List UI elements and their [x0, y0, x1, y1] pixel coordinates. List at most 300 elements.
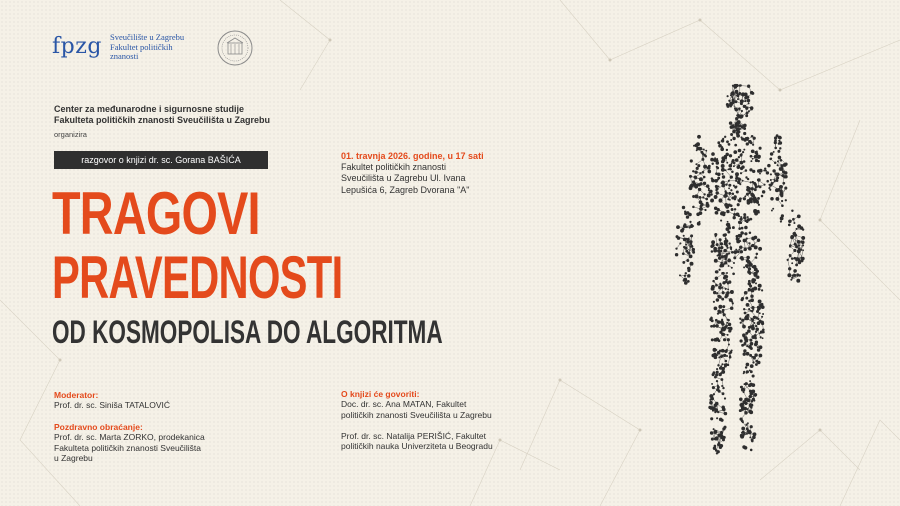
figure-node	[689, 175, 692, 178]
figure-node	[727, 95, 729, 97]
figure-node	[690, 240, 693, 243]
figure-node	[735, 249, 737, 251]
figure-node	[711, 285, 715, 289]
figure-node	[679, 274, 681, 276]
figure-node	[754, 188, 756, 190]
figure-node	[757, 179, 759, 181]
figure-node	[730, 204, 733, 207]
figure-node	[728, 180, 730, 182]
figure-node	[758, 204, 760, 206]
figure-node	[738, 149, 742, 153]
figure-node	[721, 363, 723, 365]
figure-node	[685, 212, 687, 214]
figure-node	[762, 331, 765, 334]
figure-node	[713, 291, 716, 294]
figure-node	[701, 158, 704, 161]
figure-node	[787, 259, 789, 261]
figure-node	[782, 182, 785, 185]
figure-node	[743, 239, 747, 243]
figure-node	[740, 153, 742, 155]
speaker-line: Doc. dr. sc. Ana MATAN, Fakultet	[341, 399, 467, 410]
figure-node	[680, 229, 684, 233]
figure-node	[735, 177, 738, 180]
figure-node	[729, 121, 733, 125]
figure-node	[744, 232, 747, 235]
figure-node	[745, 366, 747, 368]
figure-node	[749, 263, 752, 266]
figure-node	[738, 92, 741, 95]
figure-node	[693, 145, 695, 147]
figure-node	[726, 103, 729, 106]
figure-node	[741, 432, 743, 434]
figure-node	[752, 170, 755, 173]
figure-node	[744, 402, 747, 405]
figure-node	[720, 242, 723, 245]
figure-node	[776, 176, 779, 179]
figure-node	[778, 188, 781, 191]
figure-link	[743, 181, 751, 183]
figure-node	[749, 354, 752, 357]
figure-node	[749, 242, 751, 244]
figure-node	[719, 198, 723, 202]
figure-node	[721, 385, 723, 387]
figure-node	[716, 167, 719, 170]
figure-node	[718, 373, 722, 377]
figure-node	[699, 177, 703, 181]
organizer-line: Center za međunarodne i sigurnosne studije	[54, 104, 245, 114]
figure-node	[723, 234, 726, 237]
figure-node	[796, 264, 798, 266]
figure-node	[712, 324, 715, 327]
figure-node	[710, 417, 713, 420]
figure-node	[725, 239, 728, 242]
figure-node	[746, 428, 749, 431]
figure-node	[767, 164, 771, 168]
figure-node	[732, 125, 735, 128]
figure-node	[749, 436, 751, 438]
figure-node	[695, 144, 699, 148]
figure-node	[736, 190, 739, 193]
figure-node	[754, 236, 758, 240]
figure-node	[684, 281, 688, 285]
figure-node	[737, 98, 739, 100]
figure-node	[728, 242, 730, 244]
figure-node	[757, 197, 760, 200]
figure-node	[720, 378, 723, 381]
figure-node	[699, 207, 703, 211]
figure-node	[748, 280, 751, 283]
figure-node	[713, 348, 717, 352]
figure-node	[738, 234, 741, 237]
title-line-1: TRAGOVI	[52, 180, 260, 247]
figure-node	[720, 262, 722, 264]
figure-node	[724, 275, 727, 278]
figure-node	[728, 100, 730, 102]
figure-node	[722, 175, 725, 178]
figure-node	[715, 319, 718, 322]
figure-node	[744, 195, 746, 197]
figure-node	[772, 169, 775, 172]
figure-node	[790, 236, 793, 239]
figure-node	[713, 447, 717, 451]
figure-node	[703, 149, 705, 151]
figure-node	[739, 245, 742, 248]
figure-node	[759, 345, 763, 349]
figure-node	[690, 234, 693, 237]
organizira-label: organizira	[54, 130, 87, 139]
speakers-label: O knjizi će govoriti:	[341, 389, 420, 399]
figure-node	[800, 226, 804, 230]
figure-node	[721, 139, 724, 142]
figure-node	[774, 180, 776, 182]
figure-node	[743, 105, 746, 108]
figure-node	[733, 185, 735, 187]
figure-node	[717, 312, 719, 314]
figure-node	[696, 167, 699, 170]
figure-node	[719, 238, 722, 241]
figure-node	[798, 261, 801, 264]
figure-node	[698, 211, 702, 215]
figure-node	[755, 282, 757, 284]
figure-node	[740, 339, 743, 342]
figure-node	[728, 192, 731, 195]
figure-node	[750, 155, 753, 158]
figure-node	[739, 403, 743, 407]
figure-node	[733, 256, 736, 259]
figure-node	[778, 156, 782, 160]
figure-node	[727, 221, 729, 223]
figure-node	[716, 417, 718, 419]
figure-node	[707, 194, 711, 198]
figure-node	[725, 293, 727, 295]
figure-node	[722, 281, 725, 284]
figure-node	[790, 279, 792, 281]
figure-node	[748, 384, 751, 387]
figure-node	[730, 139, 732, 141]
figure-node	[703, 193, 705, 195]
figure-node	[715, 276, 719, 280]
figure-node	[727, 338, 730, 341]
figure-node	[725, 183, 727, 185]
figure-node	[723, 249, 727, 253]
figure-node	[743, 213, 746, 216]
figure-node	[751, 109, 753, 111]
speakers-block	[341, 389, 492, 420]
figure-node	[721, 322, 724, 325]
figure-node	[757, 321, 761, 325]
figure-node	[788, 224, 791, 227]
figure-node	[739, 240, 741, 242]
figure-node	[759, 147, 762, 150]
figure-node	[731, 267, 733, 269]
figure-node	[755, 363, 758, 366]
figure-node	[776, 173, 780, 177]
figure-node	[728, 265, 730, 267]
figure-node	[749, 246, 751, 248]
figure-node	[722, 309, 725, 312]
figure-node	[715, 284, 718, 287]
figure-node	[792, 274, 794, 276]
figure-node	[750, 364, 754, 368]
figure-node	[720, 220, 722, 222]
figure-node	[722, 392, 725, 395]
figure-node	[743, 127, 746, 130]
figure-node	[711, 177, 713, 179]
figure-node	[771, 210, 773, 212]
figure-node	[772, 208, 774, 210]
figure-node	[732, 159, 735, 162]
figure-node	[714, 376, 717, 379]
figure-node	[771, 182, 774, 185]
figure-node	[745, 176, 747, 178]
figure-node	[765, 170, 767, 172]
figure-node	[726, 322, 728, 324]
figure-node	[761, 322, 764, 325]
figure-node	[770, 197, 774, 201]
figure-node	[697, 164, 700, 167]
figure-node	[738, 125, 741, 128]
figure-node	[721, 355, 723, 357]
figure-node	[751, 335, 755, 339]
figure-node	[732, 192, 735, 195]
figure-node	[761, 316, 763, 318]
figure-node	[715, 159, 718, 162]
figure-node	[740, 172, 742, 174]
figure-node	[728, 252, 730, 254]
figure-node	[734, 144, 737, 147]
figure-node	[788, 220, 792, 224]
figure-node	[774, 162, 777, 165]
figure-node	[759, 312, 761, 314]
figure-node	[692, 206, 695, 209]
figure-node	[756, 253, 759, 256]
figure-node	[717, 177, 720, 180]
speaker-line: političkih znanosti Sveučilišta u Zagrebu	[341, 409, 492, 420]
figure-node	[761, 303, 764, 306]
figure-node	[720, 263, 724, 267]
figure-node	[777, 160, 779, 162]
figure-node	[757, 346, 759, 348]
figure-node	[744, 100, 746, 102]
figure-node	[749, 231, 752, 234]
figure-node	[745, 264, 748, 267]
figure-node	[752, 158, 754, 160]
figure-node	[718, 269, 720, 271]
figure-node	[746, 112, 749, 115]
figure-node	[691, 245, 693, 247]
figure-node	[722, 213, 725, 216]
figure-node	[739, 398, 743, 402]
figure-node	[748, 102, 750, 104]
figure-node	[725, 238, 727, 240]
figure-node	[737, 251, 740, 254]
figure-node	[712, 386, 715, 389]
figure-node	[733, 162, 735, 164]
welcome-line: u Zagrebu	[54, 452, 93, 463]
speaker-line: političkih nauka Univerziteta u Beogradu	[341, 441, 493, 452]
figure-node	[791, 257, 794, 260]
figure-node	[752, 144, 754, 146]
figure-node	[791, 277, 793, 279]
figure-node	[726, 278, 728, 280]
figure-node	[793, 269, 797, 273]
figure-node	[774, 141, 777, 144]
figure-node	[750, 141, 753, 144]
figure-node	[760, 336, 762, 338]
figure-node	[716, 368, 718, 370]
figure-node	[740, 161, 744, 165]
figure-node	[750, 298, 754, 302]
figure-node	[729, 327, 733, 331]
figure-node	[777, 150, 780, 153]
figure-node	[726, 349, 728, 351]
figure-node	[753, 316, 756, 319]
figure-node	[733, 262, 735, 264]
figure-node	[756, 276, 759, 279]
welcome-line: Prof. dr. sc. Marta ZORKO, prodekanica	[54, 432, 205, 443]
figure-node	[748, 308, 750, 310]
figure-node	[713, 301, 715, 303]
figure-node	[742, 333, 746, 337]
talk-banner: razgovor o knjizi dr. sc. Gorana BAŠIĆA	[54, 151, 268, 169]
figure-node	[784, 175, 787, 178]
figure-node	[784, 171, 788, 175]
figure-node	[740, 231, 744, 235]
figure-node	[780, 194, 783, 197]
figure-node	[721, 168, 725, 172]
figure-node	[734, 198, 737, 201]
figure-node	[750, 310, 752, 312]
figure-node	[727, 224, 730, 227]
figure-node	[750, 181, 752, 183]
figure-node	[785, 199, 787, 201]
figure-node	[735, 172, 739, 176]
figure-node	[795, 259, 798, 262]
figure-node	[735, 84, 738, 87]
figure-node	[726, 210, 729, 213]
figure-node	[779, 147, 781, 149]
figure-node	[744, 411, 747, 414]
figure-node	[687, 274, 691, 278]
figure-node	[759, 169, 763, 173]
figure-node	[709, 190, 712, 193]
figure-node	[709, 318, 712, 321]
figure-node	[729, 168, 731, 170]
figure-node	[747, 199, 751, 203]
venue-line: Fakultet političkih znanosti	[341, 162, 447, 173]
figure-node	[773, 151, 775, 153]
figure-node	[741, 92, 745, 96]
figure-node	[752, 374, 755, 377]
figure-node	[686, 259, 689, 262]
figure-node	[697, 135, 701, 139]
figure-node	[698, 147, 702, 151]
figure-node	[698, 223, 700, 225]
figure-node	[751, 306, 754, 309]
figure-node	[741, 298, 744, 301]
figure-node	[750, 318, 753, 321]
figure-node	[746, 142, 749, 145]
figure-node	[727, 230, 730, 233]
figure-node	[744, 383, 746, 385]
figure-node	[746, 345, 748, 347]
figure-node	[722, 211, 724, 213]
figure-node	[801, 241, 805, 245]
figure-node	[702, 196, 704, 198]
figure-node	[740, 409, 743, 412]
figure-node	[716, 371, 719, 374]
title-line-2: PRAVEDNOSTI	[52, 244, 343, 311]
figure-node	[796, 279, 800, 283]
figure-node	[766, 171, 769, 174]
figure-node	[746, 256, 750, 260]
figure-node	[715, 235, 717, 237]
figure-node	[758, 247, 762, 251]
figure-node	[744, 291, 748, 295]
figure-node	[732, 85, 734, 87]
moderator-name: Prof. dr. sc. Siniša TATALOVIĆ	[54, 400, 171, 411]
figure-node	[717, 351, 721, 355]
figure-node	[723, 313, 726, 316]
university-seal-icon	[217, 30, 253, 66]
logo-line: Fakultet političkih	[110, 41, 173, 52]
figure-node	[702, 153, 704, 155]
figure-node	[759, 173, 761, 175]
figure-node	[733, 165, 735, 167]
figure-node	[751, 149, 755, 153]
figure-node	[711, 152, 715, 156]
figure-node	[750, 449, 753, 452]
figure-node	[698, 188, 701, 191]
figure-node	[713, 249, 717, 253]
venue-line: Lepušića 6, Zagreb Dvorana "A"	[341, 184, 470, 195]
figure-node	[793, 249, 796, 252]
figure-node	[731, 170, 734, 173]
figure-node	[716, 436, 718, 438]
figure-node	[756, 310, 759, 313]
figure-node	[715, 337, 719, 341]
figure-node	[724, 203, 728, 207]
figure-node	[726, 227, 730, 231]
figure-node	[719, 367, 722, 370]
figure-node	[722, 291, 725, 294]
figure-node	[722, 305, 725, 308]
figure-node	[694, 176, 697, 179]
figure-node	[711, 338, 714, 341]
figure-node	[752, 181, 754, 183]
figure-node	[721, 349, 725, 353]
figure-node	[724, 261, 727, 264]
figure-node	[729, 356, 732, 359]
figure-node	[788, 267, 791, 270]
figure-node	[758, 284, 762, 288]
figure-node	[717, 310, 720, 313]
figure-node	[729, 246, 732, 249]
figure-node	[682, 261, 685, 264]
figure-node	[692, 170, 694, 172]
figure-node	[728, 187, 730, 189]
figure-node	[703, 182, 706, 185]
figure-node	[745, 114, 748, 117]
figure-node	[740, 167, 743, 170]
figure-node	[733, 213, 736, 216]
figure-node	[711, 244, 714, 247]
figure-node	[735, 158, 739, 162]
figure-node	[706, 184, 709, 187]
figure-node	[749, 339, 752, 342]
figure-node	[683, 235, 685, 237]
figure-node	[777, 164, 779, 166]
